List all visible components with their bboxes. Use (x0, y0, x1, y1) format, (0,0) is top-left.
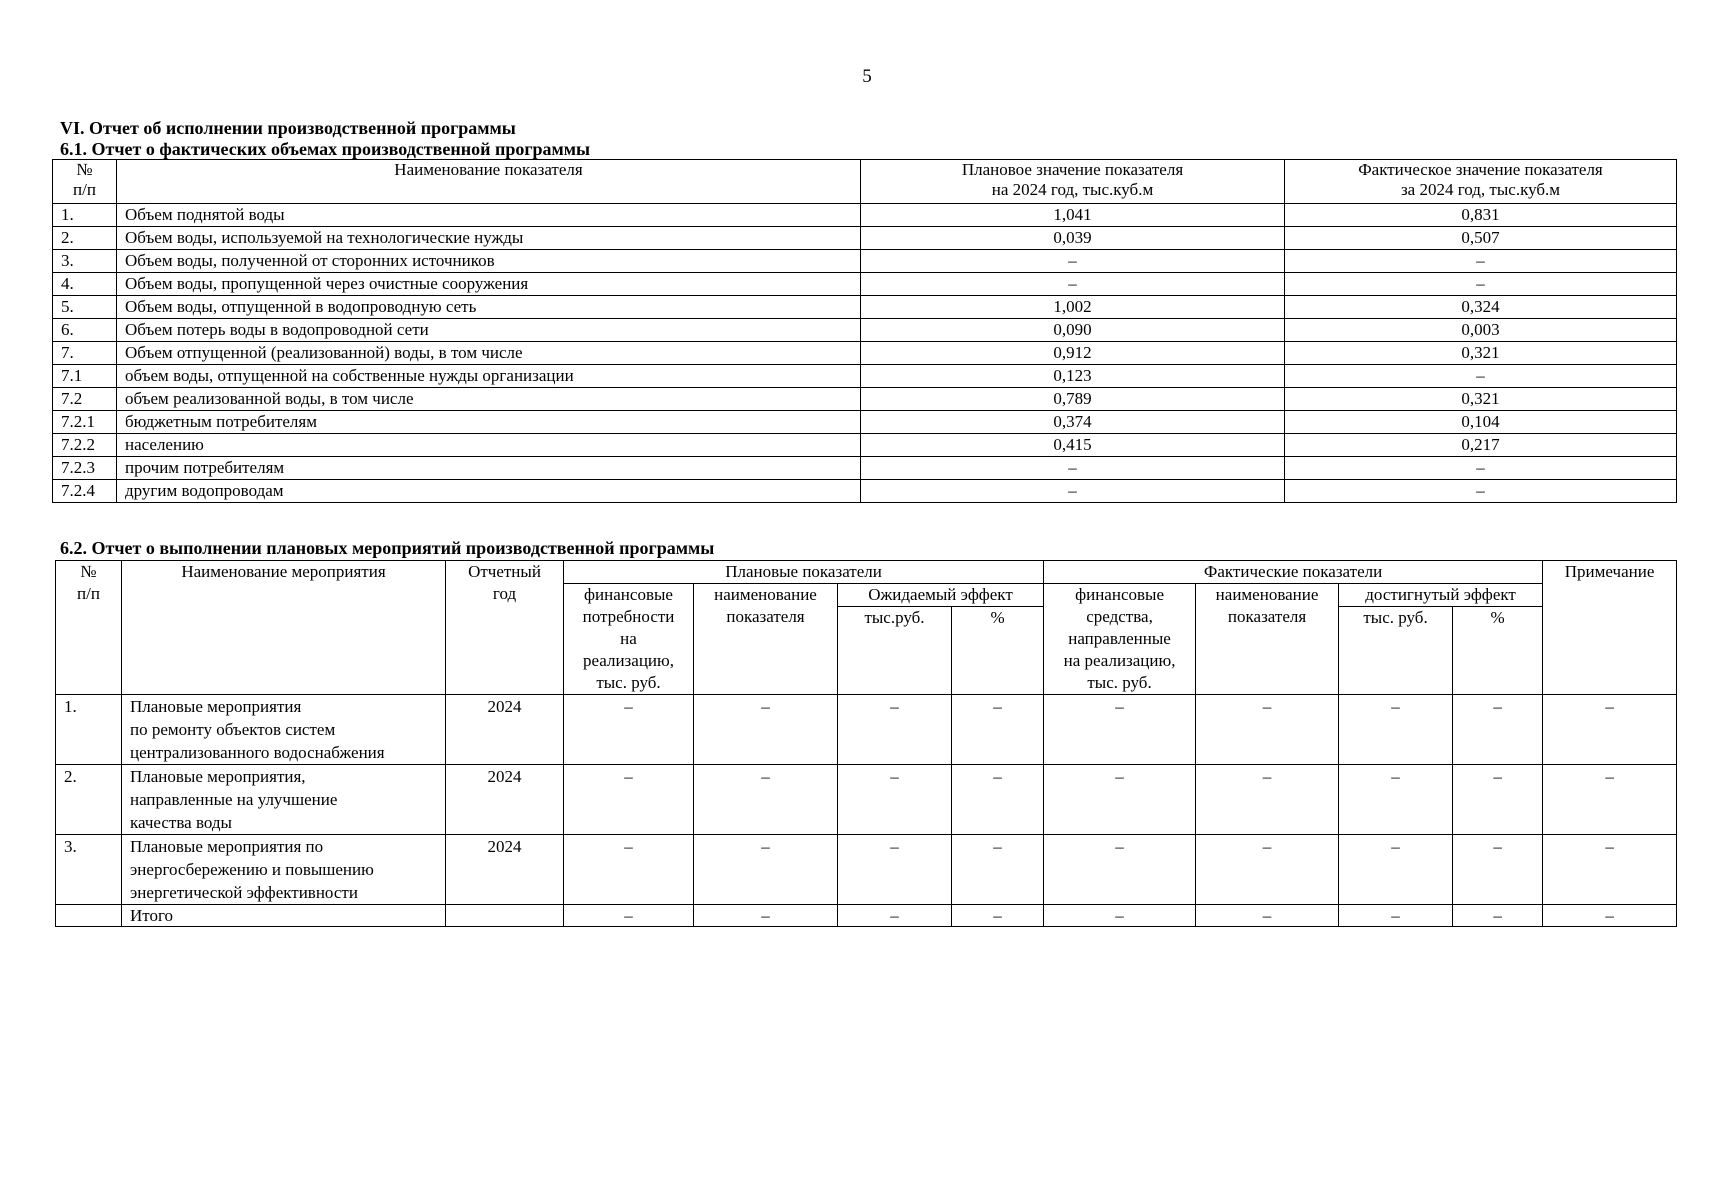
header-fact-indicator: наименование показателя (1196, 584, 1339, 695)
row-num: 5. (53, 296, 117, 319)
row-year (446, 905, 564, 927)
row-value-cell: – (1543, 835, 1677, 905)
row-value-cell: – (952, 695, 1044, 765)
row-fact-value: – (1285, 480, 1677, 503)
header-plan-financial: финансовые потребности на реализацию, тыс. руб. (564, 584, 694, 695)
row-year: 2024 (446, 695, 564, 765)
row-value-cell: – (838, 905, 952, 927)
page-number: 5 (862, 66, 872, 87)
row-value-cell: – (1543, 695, 1677, 765)
table-row (53, 342, 1677, 365)
header-plan-group: Плановые показатели (564, 561, 1044, 584)
table-row (53, 480, 1677, 503)
row-plan-value: 0,090 (861, 319, 1285, 342)
table-row (53, 204, 1677, 227)
row-num: 2. (56, 765, 122, 835)
row-value-cell: – (1339, 765, 1453, 835)
row-value-cell: – (1044, 905, 1196, 927)
row-value-cell: – (564, 835, 694, 905)
row-value-cell: – (694, 765, 838, 835)
row-plan-value: – (861, 480, 1285, 503)
row-num: 3. (53, 250, 117, 273)
table-row (53, 296, 1677, 319)
table-row (56, 835, 1677, 905)
row-fact-value: – (1285, 457, 1677, 480)
header-plan-value: Плановое значение показателя на 2024 год, тыс.куб.м (861, 160, 1285, 204)
row-num: 7.2.4 (53, 480, 117, 503)
row-num (56, 905, 122, 927)
row-year: 2024 (446, 835, 564, 905)
row-plan-value: 0,039 (861, 227, 1285, 250)
row-fact-value: 0,324 (1285, 296, 1677, 319)
table-row (53, 434, 1677, 457)
header-plan-effect-pct: % (952, 607, 1044, 695)
header-plan-effect-rub: тыс.руб. (838, 607, 952, 695)
row-measure-name: Плановые мероприятия, направленные на улучшение качества воды (122, 765, 446, 835)
row-num: 6. (53, 319, 117, 342)
row-value-cell: – (838, 695, 952, 765)
row-value-cell: – (952, 905, 1044, 927)
row-value-cell: – (1453, 905, 1543, 927)
header-fact-effect-rub: тыс. руб. (1339, 607, 1453, 695)
row-indicator-name: объем реализованной воды, в том числе (117, 388, 861, 411)
row-indicator-name: Объем воды, отпущенной в водопроводную сеть (117, 296, 861, 319)
row-value-cell: – (1339, 835, 1453, 905)
row-value-cell: – (1196, 765, 1339, 835)
table-row (53, 365, 1677, 388)
row-value-cell: – (1196, 905, 1339, 927)
row-plan-value: 0,415 (861, 434, 1285, 457)
row-fact-value: 0,831 (1285, 204, 1677, 227)
header-fact-effect-pct: % (1453, 607, 1543, 695)
row-fact-value: – (1285, 365, 1677, 388)
row-num: 7. (53, 342, 117, 365)
row-indicator-name: прочим потребителям (117, 457, 861, 480)
row-num: 7.2.1 (53, 411, 117, 434)
row-value-cell: – (564, 905, 694, 927)
row-value-cell: – (564, 765, 694, 835)
row-value-cell: – (694, 695, 838, 765)
header-fact-value: Фактическое значение показателя за 2024 год, тыс.куб.м (1285, 160, 1677, 204)
table-row (53, 411, 1677, 434)
row-plan-value: 1,002 (861, 296, 1285, 319)
row-plan-value: 0,789 (861, 388, 1285, 411)
row-indicator-name: Объем поднятой воды (117, 204, 861, 227)
row-num: 7.2.2 (53, 434, 117, 457)
row-plan-value: 0,912 (861, 342, 1285, 365)
table-row (56, 695, 1677, 765)
header-num: № п/п (53, 160, 117, 204)
row-indicator-name: Объем отпущенной (реализованной) воды, в том числе (117, 342, 861, 365)
row-value-cell: – (1543, 905, 1677, 927)
row-value-cell: – (1453, 695, 1543, 765)
row-value-cell: – (1453, 765, 1543, 835)
row-indicator-name: другим водопроводам (117, 480, 861, 503)
table-header-row (56, 561, 1677, 584)
row-num: 1. (53, 204, 117, 227)
header-year: Отчетный год (446, 561, 564, 695)
row-plan-value: 1,041 (861, 204, 1285, 227)
row-fact-value: 0,507 (1285, 227, 1677, 250)
row-indicator-name: бюджетным потребителям (117, 411, 861, 434)
row-value-cell: – (838, 765, 952, 835)
row-value-cell: – (952, 765, 1044, 835)
header-measure-name: Наименование мероприятия (122, 561, 446, 695)
header-num: № п/п (56, 561, 122, 695)
header-fact-effect: достигнутый эффект (1339, 584, 1543, 607)
row-value-cell: – (1339, 695, 1453, 765)
row-value-cell: – (694, 835, 838, 905)
table-row (53, 319, 1677, 342)
header-note: Примечание (1543, 561, 1677, 695)
row-num: 2. (53, 227, 117, 250)
row-num: 7.2.3 (53, 457, 117, 480)
row-measure-name: Плановые мероприятия по ремонту объектов систем централизованного водоснабжения (122, 695, 446, 765)
row-value-cell: – (1044, 765, 1196, 835)
header-plan-effect: Ожидаемый эффект (838, 584, 1044, 607)
row-plan-value: – (861, 250, 1285, 273)
table-row (56, 905, 1677, 927)
row-value-cell: – (1339, 905, 1453, 927)
table-row (53, 273, 1677, 296)
section-heading-main: VI. Отчет об исполнении производственной программы (60, 118, 516, 138)
row-value-cell: – (952, 835, 1044, 905)
header-indicator-name: Наименование показателя (117, 160, 861, 204)
row-indicator-name: Объем воды, полученной от сторонних источников (117, 250, 861, 273)
table-row (53, 227, 1677, 250)
row-fact-value: 0,321 (1285, 388, 1677, 411)
table-row (56, 765, 1677, 835)
row-plan-value: – (861, 457, 1285, 480)
row-value-cell: – (1196, 695, 1339, 765)
row-fact-value: – (1285, 273, 1677, 296)
row-indicator-name: Объем воды, используемой на технологические нужды (117, 227, 861, 250)
header-fact-group: Фактические показатели (1044, 561, 1543, 584)
header-fact-financial: финансовые средства, направленные на реализацию, тыс. руб. (1044, 584, 1196, 695)
row-value-cell: – (1044, 835, 1196, 905)
row-num: 1. (56, 695, 122, 765)
row-plan-value: 0,123 (861, 365, 1285, 388)
row-num: 3. (56, 835, 122, 905)
row-indicator-name: объем воды, отпущенной на собственные нужды организации (117, 365, 861, 388)
row-measure-name: Плановые мероприятия по энергосбережению и повышению энергетической эффективности (122, 835, 446, 905)
row-value-cell: – (1453, 835, 1543, 905)
table-row (53, 388, 1677, 411)
row-value-cell: – (564, 695, 694, 765)
row-plan-value: – (861, 273, 1285, 296)
table-row (53, 457, 1677, 480)
table-row (53, 250, 1677, 273)
row-fact-value: 0,321 (1285, 342, 1677, 365)
row-fact-value: – (1285, 250, 1677, 273)
row-year: 2024 (446, 765, 564, 835)
production-volumes-table (52, 159, 1677, 503)
row-plan-value: 0,374 (861, 411, 1285, 434)
row-value-cell: – (1044, 695, 1196, 765)
table-header-row (53, 160, 1677, 204)
row-indicator-name: Объем потерь воды в водопроводной сети (117, 319, 861, 342)
row-value-cell: – (1196, 835, 1339, 905)
section-heading-6-1: 6.1. Отчет о фактических объемах производственной программы (60, 139, 591, 159)
row-value-cell: – (694, 905, 838, 927)
row-num: 7.1 (53, 365, 117, 388)
row-fact-value: 0,104 (1285, 411, 1677, 434)
section-heading-6-2: 6.2. Отчет о выполнении плановых мероприятий производственной программы (60, 538, 715, 558)
row-fact-value: 0,217 (1285, 434, 1677, 457)
row-value-cell: – (1543, 765, 1677, 835)
row-num: 7.2 (53, 388, 117, 411)
row-fact-value: 0,003 (1285, 319, 1677, 342)
planned-measures-table (55, 560, 1677, 927)
row-value-cell: – (838, 835, 952, 905)
row-indicator-name: Объем воды, пропущенной через очистные сооружения (117, 273, 861, 296)
row-num: 4. (53, 273, 117, 296)
row-indicator-name: населению (117, 434, 861, 457)
row-measure-name: Итого (122, 905, 446, 927)
header-plan-indicator: наименование показателя (694, 584, 838, 695)
